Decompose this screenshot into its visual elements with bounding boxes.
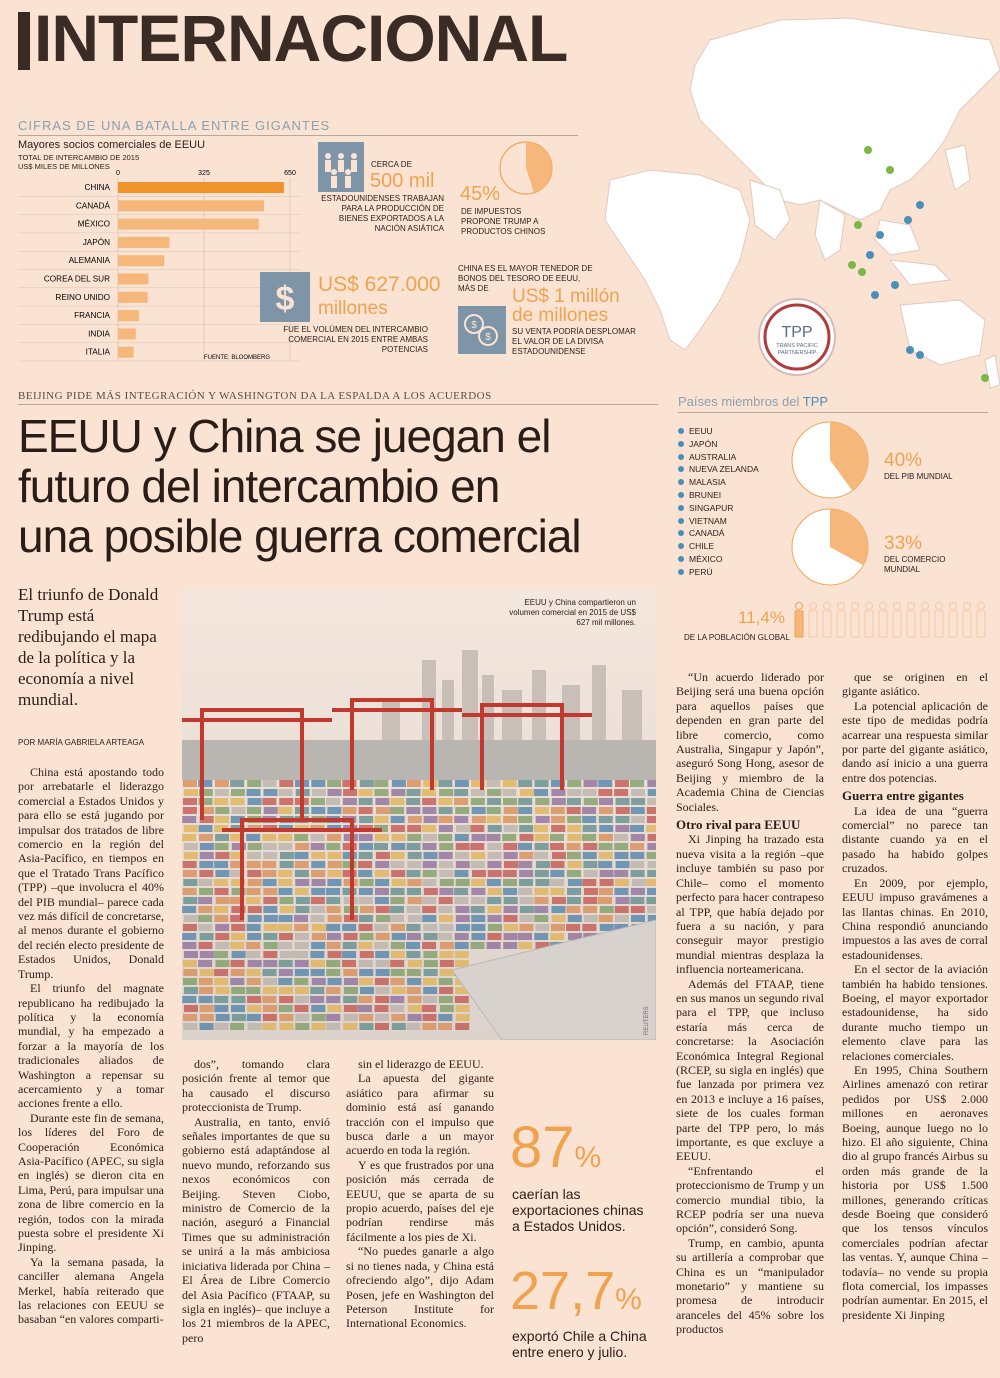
comercio-text-1: DEL COMERCIO	[884, 555, 946, 564]
article-headline	[18, 411, 658, 561]
kicker-divider	[18, 135, 578, 136]
tax-pie-icon	[498, 140, 554, 196]
tpp-member: CHILE	[678, 540, 759, 553]
coins-icon	[458, 306, 506, 354]
bar	[118, 237, 169, 248]
person-icon	[879, 603, 887, 638]
bar	[118, 347, 134, 358]
x-tick-label: 650	[284, 170, 296, 177]
stat-87	[510, 1115, 602, 1188]
tpp-logo-sub2: PARTNERSHIP	[777, 350, 817, 356]
category-label: MÉXICO	[77, 219, 110, 229]
tpp-members-title	[678, 394, 828, 409]
workers-number: 500 mil	[370, 170, 435, 192]
population-number: 11,4%	[738, 608, 785, 627]
port-photo	[182, 590, 656, 1040]
stat-87-pct: %	[574, 1141, 602, 1174]
tpp-member: AUSTRALIA	[678, 451, 759, 464]
x-tick-label: 0	[116, 170, 120, 177]
bar	[118, 292, 148, 303]
person-icon	[823, 603, 831, 638]
tpp-members-title-text: Países miembros del	[678, 394, 800, 409]
tpp-logo-sub1: TRANS PACIFIC	[776, 343, 818, 349]
tax-text: DE IMPUESTOS PROPONE TRUMP A PRODUCTOS CHINOS	[461, 207, 546, 236]
headline-line-2: futuro del intercambio en	[18, 460, 500, 512]
population-text: DE LA POBLACIÓN GLOBAL	[684, 633, 790, 642]
infographic-kicker: CIFRAS DE UNA BATALLA ENTRE GIGANTES	[18, 118, 331, 133]
paragraph: La idea de una “guerra comercial” no parece tan distante cuando ya en el pasado ha habido golpes cruzados.	[842, 803, 988, 876]
stat-277-number: 27,7	[510, 1261, 616, 1321]
person-icon	[963, 603, 971, 638]
svg-text:$: $	[485, 332, 491, 343]
tpp-member: BRUNEI	[678, 489, 759, 502]
article-column-2	[182, 1057, 330, 1345]
paragraph: Ya la semana pasada, la canciller alemana Angela Merkel, había reiterado que las relaciones con EEUU se basaban “en valores comparti-	[18, 1254, 164, 1327]
trade-number: US$ 627.000	[318, 273, 441, 296]
bonds-number: US$ 1 millón	[512, 286, 620, 307]
person-icon	[795, 603, 803, 638]
photo-caption: EEUU y China compartieron un volumen comercial en 2015 de US$ 627 mil millones.	[509, 598, 636, 627]
headline-line-1: EEUU y China se juegan el	[18, 410, 551, 462]
tpp-divider	[678, 412, 988, 413]
paragraph: Durante este fin de semana, los líderes del Foro de Cooperación Económica Asia-Pacífico (APEC, su sigla en inglés) se dieron cita en Lima, Perú, para impulsar una zona de libre comercio en la región, todos con la mirada puesta sobre el presidente Xi Jinping.	[18, 1110, 164, 1255]
category-label: JAPÓN	[82, 237, 110, 247]
comercio-text-2: MUNDIAL	[884, 565, 921, 574]
chart-subtitle-2: US$ MILES DE MILLONES	[18, 162, 110, 171]
x-tick-label: 325	[198, 170, 210, 177]
bar-chart	[18, 166, 308, 366]
indonesia-shape	[890, 260, 950, 285]
article-lead: El triunfo de Donald Trump está redibujando el mapa de la política y la economía a nivel mundial.	[18, 585, 159, 709]
chart-title: Mayores socios comerciales de EEUU	[18, 139, 206, 151]
africa-shape	[605, 170, 750, 350]
chart-source: FUENTE: BLOOMBERG	[203, 355, 270, 361]
paragraph: “Un acuerdo liderado por Beijing será una buena opción para aquellos países que dependen en gran parte del libre comercio, como Australia, Singapur y Japón”, aseguró Song Hong, asesor de Beijing y miembro de la Academia China de Ciencias Sociales.	[676, 670, 824, 814]
paragraph: Y es que frustrados por una posición más cerrada de EEUU, que se aparta de su propio acuerdo, países del eje podrían rendirse más fácilmente a los pies de Xi.	[346, 1157, 494, 1244]
stat-277-pct: %	[615, 1283, 642, 1316]
australia-shape	[900, 300, 985, 365]
person-icon	[949, 603, 957, 638]
pib-text: DEL PIB MUNDIAL	[884, 472, 953, 481]
trade-text: FUE EL VOLÚMEN DEL INTERCAMBIO COMERCIAL EN 2015 ENTRE AMBAS POTENCIAS	[283, 325, 428, 354]
comercio-number: 33%	[884, 533, 923, 554]
paragraph: Australia, en tanto, envió señales importantes de que su gobierno está adaptándose al nuevo mundo, reforzando sus nexos económicos con Beijing. Steven Ciobo, ministro de Comercio de la nación, aseguró a Financial Times que su administración se unirá a la más ambiciosa iniciativa liderada por China –El Área de Libre Comercio del Asia Pacífico (FTAAP, su sigla en inglés)– que incluye a los 21 miembros de la APEC, pero	[182, 1114, 330, 1345]
tpp-members-title-accent: TPP	[802, 394, 829, 409]
article-deck: BEIJING PIDE MÁS INTEGRACIÓN Y WASHINGTON DA LA ESPALDA A LOS ACUERDOS	[18, 390, 492, 402]
headline-line-3: una posible guerra comercial	[18, 510, 581, 562]
paragraph: En el sector de la aviación también ha habido tensiones. Boeing, el mayor exportador estadounidense, ha sido durante mucho tiempo un elemento clave para las relaciones comerciales.	[842, 962, 988, 1063]
tpp-member: MÉXICO	[678, 553, 759, 566]
stat-87-text: caerían las exportaciones chinas a Estados Unidos.	[512, 1186, 644, 1234]
tpp-logo	[757, 297, 837, 377]
population-people-icon	[792, 596, 992, 646]
new-zealand-shape	[985, 355, 1000, 388]
tpp-member: PERÚ	[678, 566, 759, 579]
workers-icon	[318, 142, 364, 192]
comercio-pie	[790, 507, 870, 587]
paragraph: En 2009, por ejemplo, EEUU impuso gravámenes a las llantas chinas. En 2010, China respondió anunciando impuestos a las aves de corral estadounidenses.	[842, 875, 988, 962]
paragraph: El triunfo del magnate republicano ha redibujado la política y la economía mundial, y ha empezado a forzar a la mayoría de los tradicionales aliados de Washington a repensar su acercamiento y a tomar acciones frente a ello.	[18, 981, 164, 1111]
bonds-prefix: CHINA ES EL MAYOR TENEDOR DE BONOS DEL TESORO DE EEUU, MÁS DE	[458, 264, 593, 293]
tpp-member: EEUU	[678, 425, 759, 438]
category-label: REINO UNIDO	[55, 292, 110, 302]
tpp-member-list	[678, 425, 759, 579]
stat-87-number: 87	[510, 1115, 575, 1180]
trade-unit: millones	[318, 298, 388, 319]
section-title: INTERNACIONAL	[34, 1, 568, 75]
paragraph: La apuesta del gigante asiático para afirmar su dominio está así ganando tracción con el impulso que busca darle a un mayor acuerdo en toda la región.	[346, 1071, 494, 1158]
paragraph: Además del FTAAP, tiene en sus manos un segundo rival para el TPP, que incluso estaría más cerca de concretarse: la Asociación Económica Integral Regional (RCEP, su sigla en inglés) que fue lanzada por primera vez en 2013 e incluye a 16 países, siete de los cuales forman parte del TPP pero, lo más importante, es que excluye a EEUU.	[676, 976, 824, 1164]
workers-text: ESTADOUNIDENSES TRABAJAN PARA LA PRODUCCIÓN DE BIENES EXPORTADOS A LA NACIÓN ASIÁTICA	[321, 194, 444, 233]
article-column-1	[18, 765, 164, 1327]
bar	[118, 200, 264, 211]
subheading: Otro rival para EEUU	[676, 817, 801, 833]
tpp-logo-text: TPP	[781, 324, 813, 341]
photo-credit: REUTERS	[644, 1006, 650, 1035]
tpp-member: SINGAPUR	[678, 502, 759, 515]
person-icon	[977, 603, 985, 638]
person-icon	[935, 603, 943, 638]
bar	[118, 255, 164, 266]
person-icon	[893, 603, 901, 638]
chart-subtitle-1: TOTAL DE INTERCAMBIO DE 2015	[18, 153, 140, 162]
paragraph: “No puedes ganarle a algo si no tienes nada, y China está ofreciendo algo”, dijo Adam Posen, jefe en Washington del Peterson Institute for International Economics.	[346, 1244, 494, 1331]
category-label: CHINA	[84, 183, 110, 192]
article-column-5	[842, 670, 988, 1322]
japan-shape	[945, 145, 970, 190]
person-icon	[809, 603, 817, 638]
bar	[118, 310, 139, 321]
paragraph: La potencial aplicación de este tipo de medidas podría acarrear una respuesta similar por parte del gigante asiático, dando así inicio a una guerra entre dos potencias.	[842, 698, 988, 785]
paragraph: sin el liderazgo de EEUU.	[358, 1057, 484, 1071]
category-label: ITALIA	[85, 347, 110, 357]
article-column-4	[676, 670, 824, 1337]
bar	[118, 219, 259, 230]
category-label: COREA DEL SUR	[43, 274, 110, 284]
stat-277	[510, 1262, 642, 1329]
category-label: CANADÁ	[75, 201, 110, 211]
category-label: INDIA	[88, 329, 110, 339]
person-icon	[865, 603, 873, 638]
person-icon	[837, 603, 845, 638]
subheading: Guerra entre gigantes	[842, 788, 964, 804]
article-column-3	[346, 1057, 494, 1331]
paragraph: Xi Jinping ha trazado esta nueva visita a la región –que incluye también su paso por Chile– como el momento perfecto para hacer contrapeso al TPP, que había dejado por fuera a su nación, y para conseguir mayor prestigio mundial mientras desplaza la influencia norteamericana.	[676, 832, 824, 977]
person-icon	[851, 603, 859, 638]
dollar-icon	[260, 272, 310, 322]
paragraph: dos”, tomando clara posición frente al temor que ha causado el discurso proteccionista de Trump.	[182, 1057, 330, 1115]
tax-number: 45%	[460, 183, 501, 205]
tpp-member: NUEVA ZELANDA	[678, 463, 759, 476]
bar	[118, 182, 284, 193]
bar	[118, 328, 136, 339]
stat-277-text: exportó Chile a China entre enero y julio.	[512, 1328, 647, 1360]
pib-number: 40%	[884, 450, 923, 471]
bonds-text: SU VENTA PODRÍA DESPLOMAR EL VALOR DE LA DIVISA ESTADOUNIDENSE	[512, 327, 636, 356]
article-byline: POR MARÍA GABRIELA ARTEAGA	[18, 738, 145, 747]
paragraph: que se originen en el gigante asiático.	[842, 670, 988, 699]
deck-divider	[18, 404, 658, 405]
person-icon	[921, 603, 929, 638]
svg-text:$: $	[275, 280, 295, 318]
tpp-member: VIETNAM	[678, 515, 759, 528]
paragraph: “Enfrentando el proteccionismo de Trump y un comercio mundial tibio, la RCEP podría ser una nueva opción”, consideró Song.	[676, 1163, 824, 1236]
person-icon	[907, 603, 915, 638]
category-label: FRANCIA	[74, 311, 110, 321]
bar	[118, 274, 148, 285]
tpp-member: MALASIA	[678, 476, 759, 489]
category-label: ALEMANIA	[68, 256, 110, 266]
workers-prefix: CERCA DE	[371, 160, 412, 169]
paragraph: China está apostando todo por arrebatarle el liderazgo comercial a Estados Unidos y para ello se está jugando por impulsar dos tratados de libre comercio en la región del Asia-Pacífico, en tiempos en que el Tratado Trans Pacífico (TPP) –que involucra el 40% del PIB mundial– parece cada vez más difícil de concretarse, al menos durante el gobierno del recién electo presidente de Estados Unidos, Donald Trump.	[18, 765, 164, 981]
paragraph: Trump, en cambio, apunta su artillería a comprobar que China es un “manipulador monetario” y mantiene su promesa de introducir aranceles del 45% sobre los productos	[676, 1235, 824, 1337]
svg-text:$: $	[471, 320, 477, 331]
section-bar	[18, 12, 30, 70]
tpp-member: JAPÓN	[678, 438, 759, 451]
paragraph: En 1995, China Southern Airlines amenazó con retirar pedidos por US$ 2.000 millones en aeronaves Boeing, aunque luego no lo hizo. El año siguiente, China dio al grupo francés Airbus su orden más grande de la historia por US$ 1.500 millones, generando críticas desde Boeing que consideró que los tensos vínculos comerciales podrían afectar las ventas. Y, aunque China –todavía– no vende su propia flota comercial, los impasses podrían aumentar. En 2015, el presidente Xi Jinping	[842, 1062, 988, 1322]
tpp-member: CANADÁ	[678, 527, 759, 540]
bonds-unit: de millones	[512, 305, 609, 326]
pib-pie	[790, 420, 870, 500]
